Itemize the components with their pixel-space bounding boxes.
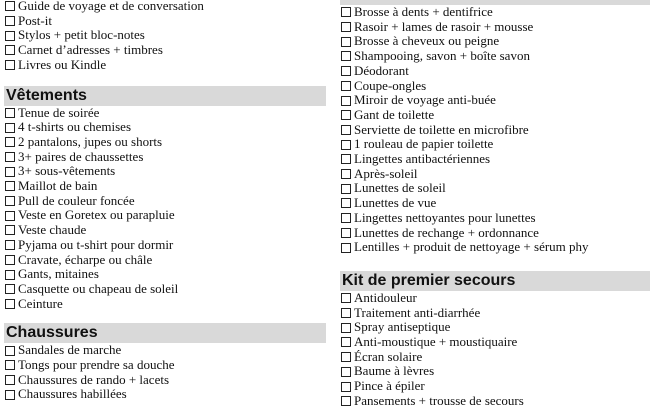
item-label: Anti-moustique + moustiquaire bbox=[354, 334, 518, 350]
checklist-item[interactable] bbox=[4, 223, 326, 238]
item-label: Rasoir + lames de rasoir + mousse bbox=[354, 18, 534, 34]
checklist-item[interactable] bbox=[4, 58, 326, 73]
checkbox-icon[interactable] bbox=[5, 1, 15, 11]
checkbox-icon[interactable] bbox=[5, 45, 15, 55]
checkbox-icon[interactable] bbox=[5, 225, 15, 235]
checkbox-icon[interactable] bbox=[5, 31, 15, 41]
checklist-item[interactable] bbox=[4, 267, 326, 282]
checkbox-icon[interactable] bbox=[5, 211, 15, 221]
checklist-item[interactable] bbox=[340, 394, 650, 409]
checkbox-icon[interactable] bbox=[5, 390, 15, 400]
item-label: 4 t-shirts ou chemises bbox=[18, 119, 132, 135]
item-label: Gants, mitaines bbox=[18, 266, 99, 282]
checkbox-icon[interactable] bbox=[341, 198, 351, 208]
checklist-item[interactable] bbox=[4, 297, 326, 312]
checkbox-icon[interactable] bbox=[341, 81, 351, 91]
checklist-item[interactable] bbox=[340, 226, 650, 241]
checkbox-icon[interactable] bbox=[341, 243, 351, 253]
checkbox-icon[interactable] bbox=[5, 108, 15, 118]
checklist-item[interactable] bbox=[340, 364, 650, 379]
item-label: Lunettes de soleil bbox=[354, 180, 446, 196]
item-label: Serviette de toilette en microfibre bbox=[354, 121, 529, 137]
item-label: Lingettes antibactériennes bbox=[354, 151, 491, 167]
checklist-item[interactable] bbox=[340, 211, 650, 226]
checkbox-icon[interactable] bbox=[5, 167, 15, 177]
item-label: Chaussures habillées bbox=[18, 386, 127, 402]
misc-checklist bbox=[4, 0, 326, 73]
checkbox-icon[interactable] bbox=[5, 360, 15, 370]
section-heading-chaussures: Chaussures bbox=[4, 323, 326, 343]
checklist-item[interactable] bbox=[340, 49, 650, 64]
item-label: Post-it bbox=[18, 12, 52, 28]
checklist-item[interactable] bbox=[4, 343, 326, 358]
vetements-checklist bbox=[4, 106, 326, 312]
checklist-item[interactable] bbox=[4, 28, 326, 43]
item-label: Ceinture bbox=[18, 295, 63, 311]
checklist-item[interactable] bbox=[4, 179, 326, 194]
item-label: Spray antiseptique bbox=[354, 319, 451, 335]
checklist-item[interactable] bbox=[340, 196, 650, 211]
checklist-item[interactable] bbox=[340, 108, 650, 123]
checkbox-icon[interactable] bbox=[341, 382, 351, 392]
checklist-item[interactable] bbox=[4, 106, 326, 121]
checklist-item[interactable] bbox=[4, 253, 326, 268]
checkbox-icon[interactable] bbox=[341, 66, 351, 76]
checkbox-icon[interactable] bbox=[341, 96, 351, 106]
checkbox-icon[interactable] bbox=[341, 396, 351, 406]
checkbox-icon[interactable] bbox=[341, 110, 351, 120]
item-label: Gant de toilette bbox=[354, 106, 435, 122]
checkbox-icon[interactable] bbox=[341, 154, 351, 164]
item-label: Pince à épiler bbox=[354, 378, 425, 394]
item-label: Écran solaire bbox=[354, 348, 423, 364]
checklist-item[interactable] bbox=[340, 137, 650, 152]
item-label: Cravate, écharpe ou châle bbox=[18, 251, 153, 267]
premier-secours-checklist bbox=[340, 291, 650, 409]
checklist-item[interactable] bbox=[340, 93, 650, 108]
checklist-item[interactable] bbox=[4, 387, 326, 402]
checkbox-icon[interactable] bbox=[5, 299, 15, 309]
checklist-item[interactable] bbox=[4, 282, 326, 297]
item-label: 3+ sous-vêtements bbox=[18, 163, 116, 179]
checklist-item[interactable] bbox=[4, 43, 326, 58]
item-label: Maillot de bain bbox=[18, 178, 98, 194]
checklist-item[interactable] bbox=[340, 64, 650, 79]
checkbox-icon[interactable] bbox=[341, 37, 351, 47]
checkbox-icon[interactable] bbox=[341, 7, 351, 17]
item-label: Après-soleil bbox=[354, 165, 418, 181]
checklist-item[interactable] bbox=[340, 240, 650, 255]
checklist-item[interactable] bbox=[4, 208, 326, 223]
checkbox-icon[interactable] bbox=[5, 240, 15, 250]
checklist-item[interactable] bbox=[4, 14, 326, 29]
item-label: Veste en Goretex ou parapluie bbox=[18, 207, 175, 223]
item-label: Chaussures de rando + lacets bbox=[18, 371, 170, 387]
checklist-item[interactable] bbox=[340, 181, 650, 196]
checkbox-icon[interactable] bbox=[5, 16, 15, 26]
checkbox-icon[interactable] bbox=[5, 196, 15, 206]
item-label: Brosse à cheveux ou peigne bbox=[354, 33, 500, 49]
checkbox-icon[interactable] bbox=[341, 293, 351, 303]
item-label: Lentilles + produit de nettoyage + sérum phy bbox=[354, 239, 589, 255]
item-label: Baume à lèvres bbox=[354, 363, 435, 379]
checkbox-icon[interactable] bbox=[5, 346, 15, 356]
checklist-item[interactable] bbox=[340, 152, 650, 167]
checklist-item[interactable] bbox=[4, 238, 326, 253]
item-label: Antidouleur bbox=[354, 289, 417, 305]
right-column bbox=[340, 0, 650, 409]
checklist-item[interactable] bbox=[4, 358, 326, 373]
checkbox-icon[interactable] bbox=[341, 213, 351, 223]
item-label: Lunettes de rechange + ordonnance bbox=[354, 224, 539, 240]
checklist-item[interactable] bbox=[340, 320, 650, 335]
item-label: Shampooing, savon + boîte savon bbox=[354, 48, 530, 64]
item-label: 1 rouleau de papier toilette bbox=[354, 136, 494, 152]
checkbox-icon[interactable] bbox=[341, 228, 351, 238]
checklist-item[interactable] bbox=[4, 0, 326, 14]
item-label: Sandales de marche bbox=[18, 342, 122, 358]
checkbox-icon[interactable] bbox=[341, 323, 351, 333]
checkbox-icon[interactable] bbox=[5, 284, 15, 294]
checklist-item[interactable] bbox=[4, 150, 326, 165]
item-label: Stylos + petit bloc-notes bbox=[18, 27, 145, 43]
chaussures-checklist bbox=[4, 343, 326, 402]
checklist-item[interactable] bbox=[4, 135, 326, 150]
item-label: Veste chaude bbox=[18, 222, 87, 238]
checkbox-icon[interactable] bbox=[341, 308, 351, 318]
item-label: Tenue de soirée bbox=[18, 104, 100, 120]
item-label: Pyjama ou t-shirt pour dormir bbox=[18, 236, 174, 252]
checkbox-icon[interactable] bbox=[5, 181, 15, 191]
left-column bbox=[4, 0, 326, 402]
checkbox-icon[interactable] bbox=[341, 337, 351, 347]
checklist-item[interactable] bbox=[340, 306, 650, 321]
item-label: Brosse à dents + dentifrice bbox=[354, 4, 493, 19]
checklist-item[interactable] bbox=[4, 164, 326, 179]
checkbox-icon[interactable] bbox=[341, 140, 351, 150]
item-label: 2 pantalons, jupes ou shorts bbox=[18, 133, 163, 149]
item-label: Coupe-ongles bbox=[354, 77, 427, 93]
checklist-item[interactable] bbox=[340, 335, 650, 350]
checklist-item[interactable] bbox=[340, 123, 650, 138]
checklist-item[interactable] bbox=[4, 373, 326, 388]
item-label: Pull de couleur foncée bbox=[18, 192, 135, 208]
item-label: Lingettes nettoyantes pour lunettes bbox=[354, 209, 536, 225]
checkbox-icon[interactable] bbox=[341, 169, 351, 179]
checklist-item[interactable] bbox=[340, 20, 650, 35]
checklist-item[interactable] bbox=[340, 350, 650, 365]
toiletries-checklist bbox=[340, 5, 650, 255]
checkbox-icon[interactable] bbox=[341, 125, 351, 135]
item-label: Traitement anti-diarrhée bbox=[354, 304, 481, 320]
item-label: Carnet d’adresses + timbres bbox=[18, 42, 163, 58]
checklist-item[interactable] bbox=[4, 120, 326, 135]
checklist-item[interactable] bbox=[340, 167, 650, 182]
checkbox-icon[interactable] bbox=[5, 123, 15, 133]
checkbox-icon[interactable] bbox=[341, 367, 351, 377]
checkbox-icon[interactable] bbox=[341, 352, 351, 362]
checkbox-icon[interactable] bbox=[341, 184, 351, 194]
checkbox-icon[interactable] bbox=[5, 375, 15, 385]
checkbox-icon[interactable] bbox=[5, 152, 15, 162]
checklist-item[interactable] bbox=[4, 194, 326, 209]
section-heading-premier-secours: Kit de premier secours bbox=[340, 271, 650, 291]
checkbox-icon[interactable] bbox=[5, 270, 15, 280]
checklist-item[interactable] bbox=[340, 291, 650, 306]
item-label: Lunettes de vue bbox=[354, 195, 437, 211]
item-label: Tongs pour prendre sa douche bbox=[18, 357, 175, 373]
checkbox-icon[interactable] bbox=[5, 137, 15, 147]
section-heading-vetements: Vêtements bbox=[4, 86, 326, 106]
item-label: Livres ou Kindle bbox=[18, 56, 107, 72]
item-label: Miroir de voyage anti-buée bbox=[354, 92, 496, 108]
item-label: Casquette ou chapeau de soleil bbox=[18, 280, 179, 296]
checklist-item[interactable] bbox=[340, 5, 650, 20]
checklist-item[interactable] bbox=[340, 34, 650, 49]
checkbox-icon[interactable] bbox=[5, 255, 15, 265]
item-label: Guide de voyage et de conversation bbox=[18, 0, 204, 13]
checklist-item[interactable] bbox=[340, 379, 650, 394]
item-label: 3+ paires de chaussettes bbox=[18, 148, 144, 164]
checklist-item[interactable] bbox=[340, 79, 650, 94]
checkbox-icon[interactable] bbox=[5, 60, 15, 70]
checkbox-icon[interactable] bbox=[341, 51, 351, 61]
item-label: Déodorant bbox=[354, 62, 409, 78]
checkbox-icon[interactable] bbox=[341, 22, 351, 32]
item-label: Pansements + trousse de secours bbox=[354, 392, 524, 408]
